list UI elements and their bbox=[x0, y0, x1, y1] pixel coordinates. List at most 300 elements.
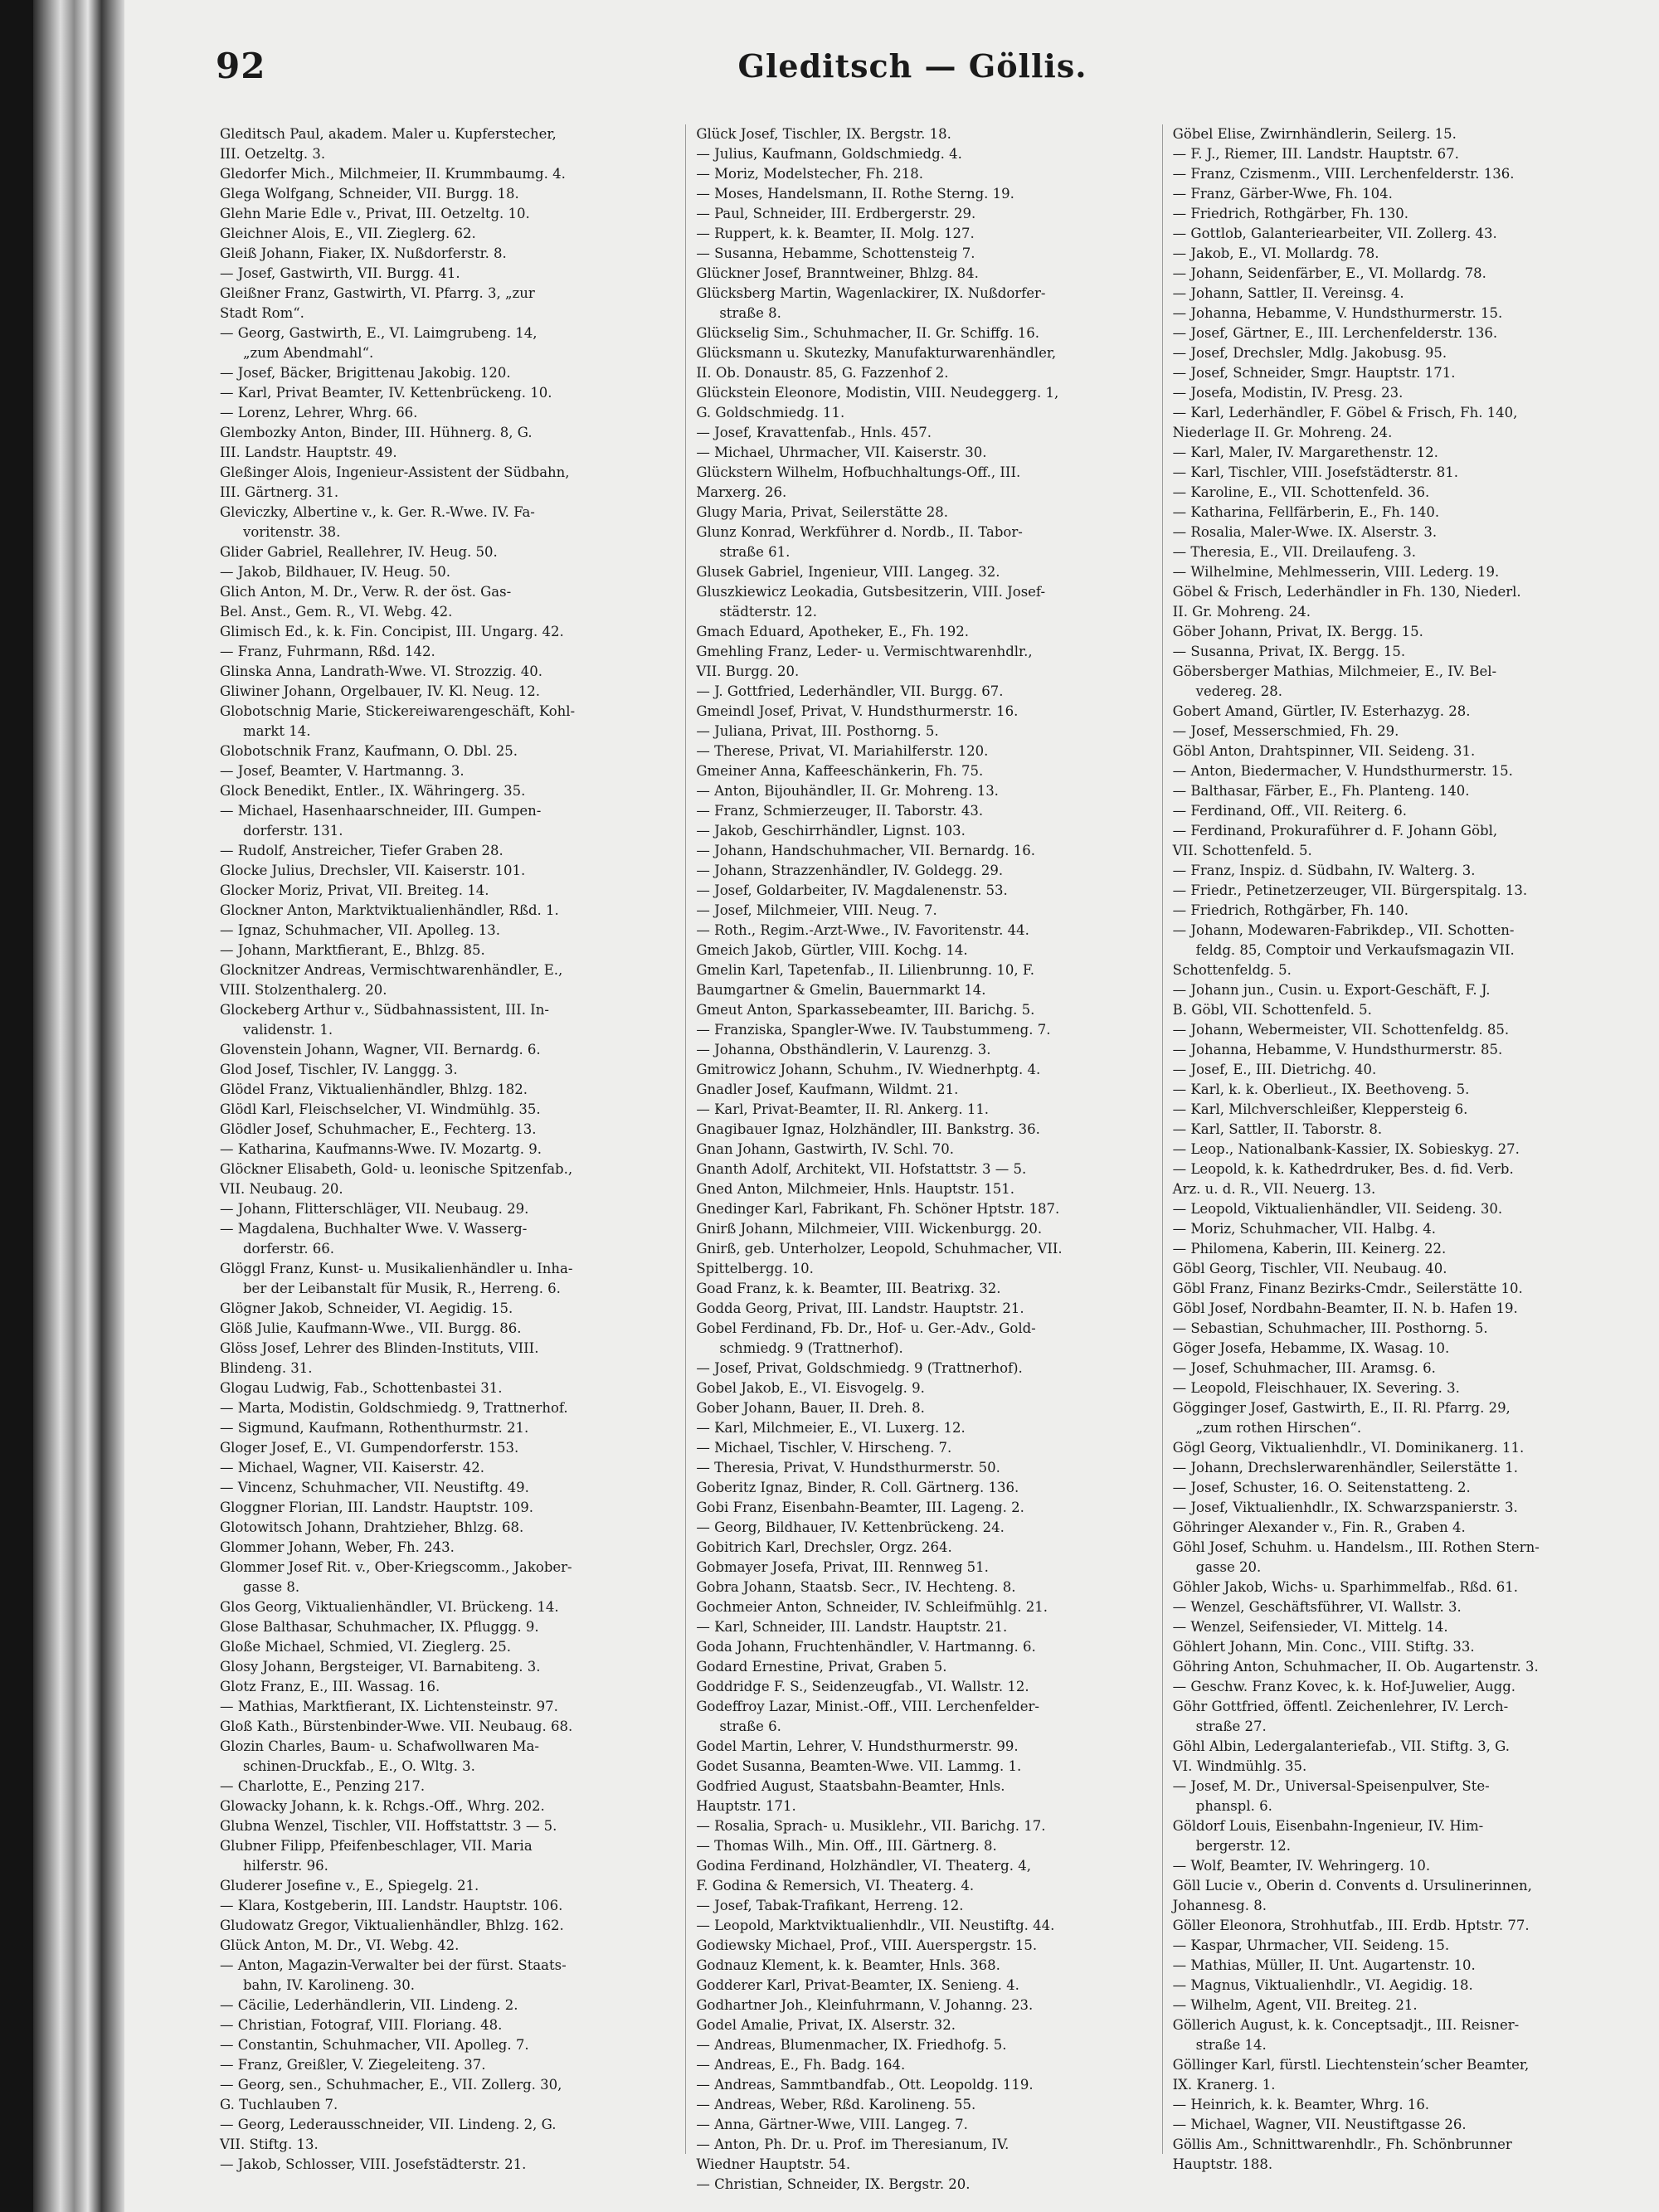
directory-entry: Göhl Albin, Ledergalanteriefab., VII. Stiftg. 3, G. bbox=[1172, 1738, 1510, 1754]
directory-entry: III. Gärtnerg. 31. bbox=[220, 484, 339, 500]
directory-entry: Gmeut Anton, Sparkassebeamter, III. Barichg. 5. bbox=[696, 1002, 1035, 1018]
directory-entry: — Johanna, Obsthändlerin, V. Laurenzg. 3. bbox=[696, 1042, 991, 1057]
directory-entry: Glotz Franz, E., III. Wassag. 16. bbox=[220, 1679, 440, 1694]
directory-entry: Gluderer Josefine v., E., Spiegelg. 21. bbox=[220, 1878, 479, 1894]
directory-entry: — Theresia, Privat, V. Hundsthurmerstr. 50. bbox=[696, 1460, 1000, 1475]
directory-entry: — Anton, Ph. Dr. u. Prof. im Theresianum, IV. bbox=[696, 2137, 1010, 2152]
directory-entry: Gnagibauer Ignaz, Holzhändler, III. Bankstrg. 36. bbox=[696, 1121, 1040, 1137]
directory-entry: Godhartner Joh., Kleinfuhrmann, V. Johanng. 23. bbox=[696, 1997, 1034, 2013]
directory-entry: ber der Leibanstalt für Musik, R., Herreng. 6. bbox=[243, 1281, 561, 1296]
directory-entry: Glosy Johann, Bergsteiger, VI. Barnabiteng. 3. bbox=[220, 1659, 541, 1675]
directory-entry: — Mathias, Müller, II. Unt. Augartenstr. 10. bbox=[1172, 1957, 1476, 1973]
directory-entry: — Josef, Tabak-Trafikant, Herreng. 12. bbox=[696, 1898, 964, 1913]
directory-entry: Glose Balthasar, Schuhmacher, IX. Pfluggg. 9. bbox=[220, 1619, 539, 1635]
directory-entry: Göbl Georg, Tischler, VII. Neubaug. 40. bbox=[1172, 1261, 1447, 1276]
directory-entry: Gnan Johann, Gastwirth, IV. Schl. 70. bbox=[696, 1141, 954, 1157]
directory-entry: — Josef, Gärtner, E., III. Lerchenfelderstr. 136. bbox=[1172, 325, 1498, 341]
directory-entry: Gmeich Jakob, Gürtler, VIII. Kochg. 14. bbox=[696, 942, 968, 958]
directory-entry: Gloß Kath., Bürstenbinder-Wwe. VII. Neubaug. 68. bbox=[220, 1719, 573, 1734]
directory-entry: „zum Abendmahl“. bbox=[243, 345, 374, 361]
directory-entry: Gleiß Johann, Fiaker, IX. Nußdorferstr. 8. bbox=[220, 246, 507, 261]
directory-entry: — J. Gottfried, Lederhändler, VII. Burgg. 67. bbox=[696, 683, 1004, 699]
directory-entry: VII. Stiftg. 13. bbox=[220, 2137, 319, 2152]
directory-entry: — Wenzel, Seifensieder, VI. Mittelg. 14. bbox=[1172, 1619, 1448, 1635]
directory-entry: Goberitz Ignaz, Binder, R. Coll. Gärtnerg. 136. bbox=[696, 1480, 1019, 1495]
directory-entry: Gleditsch Paul, akadem. Maler u. Kupferstecher, bbox=[220, 126, 557, 142]
directory-entry: voritenstr. 38. bbox=[243, 524, 341, 540]
directory-entry: Johannesg. 8. bbox=[1172, 1898, 1267, 1913]
directory-entry: Göber Johann, Privat, IX. Bergg. 15. bbox=[1172, 624, 1423, 639]
directory-entry: Godel Martin, Lehrer, V. Hundsthurmerstr. 99. bbox=[696, 1738, 1019, 1754]
directory-entry: Godderer Karl, Privat-Beamter, IX. Senieng. 4. bbox=[696, 1977, 1019, 1993]
directory-entry: — Karl, Lederhändler, F. Göbel & Frisch, Fh. 140, bbox=[1172, 405, 1518, 421]
directory-entry: — Georg, Bildhauer, IV. Kettenbrückeng. 24. bbox=[696, 1519, 1005, 1535]
directory-entry: — Karl, Schneider, III. Landstr. Hauptstr. 21. bbox=[696, 1619, 1008, 1635]
directory-entry: Göhring Anton, Schuhmacher, II. Ob. Augartenstr. 3. bbox=[1172, 1659, 1539, 1675]
directory-entry: — Leopold, k. k. Kathedrdruker, Bes. d. fid. Verb. bbox=[1172, 1161, 1514, 1177]
directory-entry: Gögginger Josef, Gastwirth, E., II. Rl. Pfarrg. 29, bbox=[1172, 1400, 1511, 1416]
directory-entry: Glocknitzer Andreas, Vermischtwarenhändler, E., bbox=[220, 962, 563, 978]
directory-entry: G. Tuchlauben 7. bbox=[220, 2097, 338, 2112]
directory-entry: Hauptstr. 188. bbox=[1172, 2156, 1273, 2172]
directory-entry: — Christian, Fotograf, VIII. Floriang. 48. bbox=[220, 2017, 503, 2033]
directory-entry: — Kaspar, Uhrmacher, VII. Seideng. 15. bbox=[1172, 1937, 1450, 1953]
directory-entry: Gliwiner Johann, Orgelbauer, IV. Kl. Neug. 12. bbox=[220, 683, 541, 699]
directory-entry: Glovenstein Johann, Wagner, VII. Bernardg. 6. bbox=[220, 1042, 541, 1057]
directory-entry: — Rudolf, Anstreicher, Tiefer Graben 28. bbox=[220, 843, 504, 858]
directory-entry: straße 61. bbox=[719, 544, 791, 560]
directory-entry: — Josef, Drechsler, Mdlg. Jakobusg. 95. bbox=[1172, 345, 1447, 361]
directory-entry: hilferstr. 96. bbox=[243, 1858, 328, 1874]
directory-entry: Glehn Marie Edle v., Privat, III. Oetzeltg. 10. bbox=[220, 206, 530, 221]
directory-entry: — Marta, Modistin, Goldschmiedg. 9, Trattnerhof. bbox=[220, 1400, 568, 1416]
directory-entry: — Johann, Strazzenhändler, IV. Goldegg. 29. bbox=[696, 863, 1004, 878]
directory-entry: — Charlotte, E., Penzing 217. bbox=[220, 1778, 426, 1794]
directory-entry: — Jakob, Geschirrhändler, Lignst. 103. bbox=[696, 823, 966, 839]
directory-entry: Glockner Anton, Marktviktualienhändler, Rßd. 1. bbox=[220, 902, 559, 918]
directory-entry: — Juliana, Privat, III. Posthorng. 5. bbox=[696, 723, 939, 739]
directory-entry: — Leopold, Viktualienhändler, VII. Seideng. 30. bbox=[1172, 1201, 1503, 1217]
directory-entry: — Friedrich, Rothgärber, Fh. 130. bbox=[1172, 206, 1408, 221]
directory-entry: — Heinrich, k. k. Beamter, Whrg. 16. bbox=[1172, 2097, 1430, 2112]
directory-entry: bahn, IV. Karolineng. 30. bbox=[243, 1977, 416, 1993]
directory-column-2 bbox=[696, 124, 1162, 2192]
directory-entry: Goda Johann, Fruchtenhändler, V. Hartmanng. 6. bbox=[696, 1639, 1036, 1655]
directory-entry: Schottenfeldg. 5. bbox=[1172, 962, 1292, 978]
directory-entry: — Ferdinand, Off., VII. Reiterg. 6. bbox=[1172, 803, 1407, 819]
directory-entry: Arz. u. d. R., VII. Neuerg. 13. bbox=[1172, 1181, 1376, 1197]
directory-entry: Glocke Julius, Drechsler, VII. Kaiserstr. 101. bbox=[220, 863, 526, 878]
directory-entry: — Franz, Greißler, V. Ziegeleiteng. 37. bbox=[220, 2057, 486, 2073]
directory-entry: Godnauz Klement, k. k. Beamter, Hnls. 368. bbox=[696, 1957, 1000, 1973]
directory-entry: — Wenzel, Geschäftsführer, VI. Wallstr. 3. bbox=[1172, 1599, 1462, 1615]
directory-entry: F. Godina & Remersich, VI. Theaterg. 4. bbox=[696, 1878, 975, 1894]
directory-entry: — Moriz, Modelstecher, Fh. 218. bbox=[696, 166, 924, 182]
directory-entry: — Ruppert, k. k. Beamter, II. Molg. 127. bbox=[696, 226, 975, 241]
directory-entry: — Geschw. Franz Kovec, k. k. Hof-Juwelier, Augg. bbox=[1172, 1679, 1516, 1694]
directory-entry: — Susanna, Hebamme, Schottensteig 7. bbox=[696, 246, 975, 261]
directory-entry: — Franz, Schmierzeuger, II. Taborstr. 43. bbox=[696, 803, 984, 819]
directory-entry: — Johann, Sattler, II. Vereinsg. 4. bbox=[1172, 285, 1404, 301]
directory-entry: Gobi Franz, Eisenbahn-Beamter, III. Lageng. 2. bbox=[696, 1500, 1024, 1515]
directory-entry: Gögl Georg, Viktualienhdlr., VI. Dominikanerg. 11. bbox=[1172, 1440, 1525, 1456]
directory-entry: — Franz, Fuhrmann, Rßd. 142. bbox=[220, 644, 435, 659]
page-number: 92 bbox=[216, 46, 266, 86]
directory-entry: Göbel Elise, Zwirnhändlerin, Seilerg. 15. bbox=[1172, 126, 1457, 142]
directory-entry: VII. Neubaug. 20. bbox=[220, 1181, 343, 1197]
directory-entry: — Magnus, Viktualienhdlr., VI. Aegidig. 18. bbox=[1172, 1977, 1473, 1993]
directory-entry: Gmach Eduard, Apotheker, E., Fh. 192. bbox=[696, 624, 969, 639]
directory-entry: — Jakob, Bildhauer, IV. Heug. 50. bbox=[220, 564, 450, 580]
directory-entry: — Josef, E., III. Dietrichg. 40. bbox=[1172, 1062, 1377, 1077]
directory-entry: Göhr Gottfried, öffentl. Zeichenlehrer, IV. Lerch- bbox=[1172, 1699, 1509, 1714]
directory-entry: Gluszkiewicz Leokadia, Gutsbesitzerin, VIII. Josef- bbox=[696, 584, 1046, 600]
directory-entry: dorferstr. 66. bbox=[243, 1241, 335, 1257]
directory-entry: Glogau Ludwig, Fab., Schottenbastei 31. bbox=[220, 1380, 503, 1396]
directory-entry: II. Ob. Donaustr. 85, G. Fazzenhof 2. bbox=[696, 365, 949, 381]
directory-entry: — Paul, Schneider, III. Erdbergerstr. 29. bbox=[696, 206, 976, 221]
directory-entry: Göllinger Karl, fürstl. Liechtenstein’scher Beamter, bbox=[1172, 2057, 1530, 2073]
directory-entry: — Karl, Milchverschleißer, Kleppersteig 6. bbox=[1172, 1101, 1468, 1117]
directory-entry: vedereg. 28. bbox=[1195, 683, 1283, 699]
directory-entry: — Karl, Privat Beamter, IV. Kettenbrückeng. 10. bbox=[220, 385, 552, 401]
directory-entry: Göhringer Alexander v., Fin. R., Graben 4. bbox=[1172, 1519, 1466, 1535]
directory-entry: Gledorfer Mich., Milchmeier, II. Krummbaumg. 4. bbox=[220, 166, 566, 182]
directory-entry: Gnanth Adolf, Architekt, VII. Hofstattstr. 3 — 5. bbox=[696, 1161, 1027, 1177]
directory-entry: — Josef, Schneider, Smgr. Hauptstr. 171. bbox=[1172, 365, 1456, 381]
directory-entry: — Johann, Webermeister, VII. Schottenfeldg. 85. bbox=[1172, 1022, 1510, 1038]
directory-entry: — Klara, Kostgeberin, III. Landstr. Hauptstr. 106. bbox=[220, 1898, 563, 1913]
directory-column-3 bbox=[1172, 124, 1638, 2172]
directory-entry: Göbl Franz, Finanz Bezirks-Cmdr., Seilerstätte 10. bbox=[1172, 1281, 1523, 1296]
directory-entry: — Friedr., Petinetzerzeuger, VII. Bürgerspitalg. 13. bbox=[1172, 882, 1528, 898]
directory-entry: — Johann jun., Cusin. u. Export-Geschäft, F. J. bbox=[1172, 982, 1491, 998]
directory-entry: Gleichner Alois, E., VII. Zieglerg. 62. bbox=[220, 226, 476, 241]
directory-entry: Glödl Karl, Fleischselcher, VI. Windmühlg. 35. bbox=[220, 1101, 541, 1117]
directory-entry: städterstr. 12. bbox=[719, 604, 818, 620]
directory-entry: Godel Amalie, Privat, IX. Alserstr. 32. bbox=[696, 2017, 956, 2033]
directory-entry: — Friedrich, Rothgärber, Fh. 140. bbox=[1172, 902, 1408, 918]
directory-entry: — Thomas Wilh., Min. Off., III. Gärtnerg. 8. bbox=[696, 1838, 997, 1854]
directory-entry: — Andreas, Blumenmacher, IX. Friedhofg. 5. bbox=[696, 2037, 1007, 2053]
directory-entry: — Roth., Regim.-Arzt-Wwe., IV. Favoritenstr. 44. bbox=[696, 922, 1029, 938]
directory-entry: — Georg, Gastwirth, E., VI. Laimgrubeng. 14, bbox=[220, 325, 538, 341]
directory-entry: Gleßinger Alois, Ingenieur-Assistent der Südbahn, bbox=[220, 464, 570, 480]
directory-entry: gasse 20. bbox=[1195, 1559, 1262, 1575]
directory-entry: Glich Anton, M. Dr., Verw. R. der öst. Gas- bbox=[220, 584, 512, 600]
directory-entry: validenstr. 1. bbox=[243, 1022, 333, 1038]
directory-entry: — Wilhelmine, Mehlmesserin, VIII. Lederg. 19. bbox=[1172, 564, 1500, 580]
directory-entry: feldg. 85, Comptoir und Verkaufsmagazin VII. bbox=[1195, 942, 1515, 958]
directory-entry: Gludowatz Gregor, Viktualienhändler, Bhlzg. 162. bbox=[220, 1918, 564, 1933]
directory-entry: — Josef, Viktualienhdlr., IX. Schwarzspanierstr. 3. bbox=[1172, 1500, 1518, 1515]
directory-entry: Glocker Moriz, Privat, VII. Breiteg. 14. bbox=[220, 882, 489, 898]
directory-entry: Glückner Josef, Branntweiner, Bhlzg. 84. bbox=[696, 265, 979, 281]
directory-entry: Glücksmann u. Skutezky, Manufakturwarenhändler, bbox=[696, 345, 1057, 361]
directory-entry: — Ferdinand, Prokuraführer d. F. Johann Göbl, bbox=[1172, 823, 1498, 839]
directory-entry: Göller Eleonora, Strohhutfab., III. Erdb. Hptstr. 77. bbox=[1172, 1918, 1530, 1933]
directory-entry: Glembozky Anton, Binder, III. Hühnerg. 8, G. bbox=[220, 425, 533, 440]
directory-entry: — Josef, Kravattenfab., Hnls. 457. bbox=[696, 425, 932, 440]
directory-entry: — Josef, Gastwirth, VII. Burgg. 41. bbox=[220, 265, 460, 281]
directory-entry: — Ignaz, Schuhmacher, VII. Apolleg. 13. bbox=[220, 922, 501, 938]
directory-entry: Glöß Julie, Kaufmann-Wwe., VII. Burgg. 86. bbox=[220, 1320, 522, 1336]
directory-entry: — Johann, Drechslerwarenhändler, Seilerstätte 1. bbox=[1172, 1460, 1519, 1475]
directory-entry: — Karl, Sattler, II. Taborstr. 8. bbox=[1172, 1121, 1383, 1137]
directory-entry: Gmelin Karl, Tapetenfab., II. Lilienbrunng. 10, F. bbox=[696, 962, 1035, 978]
directory-entry: Gnirß Johann, Milchmeier, VIII. Wickenburgg. 20. bbox=[696, 1221, 1043, 1237]
directory-entry: Glöckner Elisabeth, Gold- u. leonische Spitzenfab., bbox=[220, 1161, 573, 1177]
book-page-edges bbox=[33, 0, 124, 2212]
directory-entry: — Jakob, Schlosser, VIII. Josefstädterstr. 21. bbox=[220, 2156, 527, 2172]
directory-entry: Bel. Anst., Gem. R., VI. Webg. 42. bbox=[220, 604, 453, 620]
directory-entry: — Anton, Bijouhändler, II. Gr. Mohreng. 13. bbox=[696, 783, 999, 799]
directory-entry: Glommer Josef Rit. v., Ober-Kriegscomm., Jakober- bbox=[220, 1559, 572, 1575]
directory-entry: — Vincenz, Schuhmacher, VII. Neustiftg. 49. bbox=[220, 1480, 529, 1495]
directory-entry: Glödler Josef, Schuhmacher, E., Fechterg. 13. bbox=[220, 1121, 537, 1137]
directory-entry: — Josefa, Modistin, IV. Presg. 23. bbox=[1172, 385, 1404, 401]
directory-entry: Göger Josefa, Hebamme, IX. Wasag. 10. bbox=[1172, 1340, 1450, 1356]
directory-entry: — Josef, Messerschmied, Fh. 29. bbox=[1172, 723, 1399, 739]
directory-entry: III. Oetzeltg. 3. bbox=[220, 146, 326, 162]
directory-entry: Göbersberger Mathias, Milchmeier, E., IV. Bel- bbox=[1172, 664, 1497, 679]
directory-entry: Godfried August, Staatsbahn-Beamter, Hnls. bbox=[696, 1778, 1005, 1794]
directory-entry: Goad Franz, k. k. Beamter, III. Beatrixg. 32. bbox=[696, 1281, 1001, 1296]
directory-entry: — Leopold, Fleischhauer, IX. Severing. 3. bbox=[1172, 1380, 1460, 1396]
directory-entry: Glimisch Ed., k. k. Fin. Concipist, III. Ungarg. 42. bbox=[220, 624, 564, 639]
directory-entry: Globotschnig Marie, Stickereiwarengeschäft, Kohl- bbox=[220, 703, 576, 719]
directory-entry: — Franziska, Spangler-Wwe. IV. Taubstummeng. 7. bbox=[696, 1022, 1051, 1038]
directory-entry: — Anna, Gärtner-Wwe, VIII. Langeg. 7. bbox=[696, 2117, 968, 2132]
directory-entry: „zum rothen Hirschen“. bbox=[1195, 1420, 1362, 1436]
directory-entry: — Cäcilie, Lederhändlerin, VII. Lindeng. 2. bbox=[220, 1997, 518, 2013]
directory-entry: — Lorenz, Lehrer, Whrg. 66. bbox=[220, 405, 418, 421]
directory-entry: — Georg, Lederausschneider, VII. Lindeng. 2, G. bbox=[220, 2117, 557, 2132]
directory-entry: Stadt Rom“. bbox=[220, 305, 304, 321]
directory-entry: Godet Susanna, Beamten-Wwe. VII. Lammg. 1. bbox=[696, 1758, 1022, 1774]
directory-entry: Glubna Wenzel, Tischler, VII. Hoffstattstr. 3 — 5. bbox=[220, 1818, 557, 1834]
directory-entry: Göll Lucie v., Oberin d. Convents d. Ursulinerinnen, bbox=[1172, 1878, 1532, 1894]
directory-entry: Gobel Jakob, E., VI. Eisvogelg. 9. bbox=[696, 1380, 925, 1396]
directory-entry: Göhl Josef, Schuhm. u. Handelsm., III. Rothen Stern- bbox=[1172, 1539, 1540, 1555]
directory-entry: Gmitrowicz Johann, Schuhm., IV. Wiednerhptg. 4. bbox=[696, 1062, 1041, 1077]
directory-entry: Göldorf Louis, Eisenbahn-Ingenieur, IV. Him- bbox=[1172, 1818, 1484, 1834]
directory-entry: Göllerich August, k. k. Conceptsadjt., III. Reisner- bbox=[1172, 2017, 1520, 2033]
directory-entry: — Josef, Milchmeier, VIII. Neug. 7. bbox=[696, 902, 937, 918]
directory-entry: markt 14. bbox=[243, 723, 311, 739]
directory-entry: Glögner Jakob, Schneider, VI. Aegidig. 15. bbox=[220, 1300, 513, 1316]
directory-entry: Glotowitsch Johann, Drahtzieher, Bhlzg. 68. bbox=[220, 1519, 524, 1535]
directory-entry: — Michael, Hasenhaarschneider, III. Gumpen- bbox=[220, 803, 542, 819]
directory-entry: — Johann, Flitterschläger, VII. Neubaug. 29. bbox=[220, 1201, 529, 1217]
directory-entry: Gnirß, geb. Unterholzer, Leopold, Schuhmacher, VII. bbox=[696, 1241, 1063, 1257]
directory-entry: — Constantin, Schuhmacher, VII. Apolleg. 7. bbox=[220, 2037, 529, 2053]
directory-entry: Godda Georg, Privat, III. Landstr. Hauptstr. 21. bbox=[696, 1300, 1024, 1316]
directory-entry: Glozin Charles, Baum- u. Schafwollwaren Ma- bbox=[220, 1738, 539, 1754]
directory-entry: Gobert Amand, Gürtler, IV. Esterhazyg. 28. bbox=[1172, 703, 1471, 719]
directory-entry: — Johann, Modewaren-Fabrikdep., VII. Schotten- bbox=[1172, 922, 1515, 938]
directory-entry: — Georg, sen., Schuhmacher, E., VII. Zollerg. 30, bbox=[220, 2077, 562, 2093]
directory-entry: — Josef, M. Dr., Universal-Speisenpulver, Ste- bbox=[1172, 1778, 1490, 1794]
directory-entry: Gobra Johann, Staatsb. Secr., IV. Hechteng. 8. bbox=[696, 1579, 1016, 1595]
directory-entry: Goddridge F. S., Seidenzeugfab., VI. Wallstr. 12. bbox=[696, 1679, 1029, 1694]
directory-entry: straße 8. bbox=[719, 305, 781, 321]
directory-entry: — Leopold, Marktviktualienhdlr., VII. Neustiftg. 44. bbox=[696, 1918, 1055, 1933]
directory-entry: Glugy Maria, Privat, Seilerstätte 28. bbox=[696, 504, 949, 520]
directory-entry: Göbl Josef, Nordbahn-Beamter, II. N. b. Hafen 19. bbox=[1172, 1300, 1518, 1316]
directory-entry: — F. J., Riemer, III. Landstr. Hauptstr. 67. bbox=[1172, 146, 1459, 162]
directory-entry: — Gottlob, Galanteriearbeiter, VII. Zollerg. 43. bbox=[1172, 226, 1497, 241]
directory-entry: Glusek Gabriel, Ingenieur, VIII. Langeg. 32. bbox=[696, 564, 1000, 580]
directory-entry: Godeffroy Lazar, Minist.-Off., VIII. Lerchenfelder- bbox=[696, 1699, 1039, 1714]
directory-entry: Gnadler Josef, Kaufmann, Wildmt. 21. bbox=[696, 1082, 959, 1097]
directory-entry: Glinska Anna, Landrath-Wwe. VI. Strozzig. 40. bbox=[220, 664, 543, 679]
directory-entry: Glücksberg Martin, Wagenlackirer, IX. Nußdorfer- bbox=[696, 285, 1046, 301]
directory-entry: — Andreas, Weber, Rßd. Karolineng. 55. bbox=[696, 2097, 976, 2112]
directory-entry: Glowacky Johann, k. k. Rchgs.-Off., Whrg. 202. bbox=[220, 1798, 545, 1814]
directory-entry: — Moses, Handelsmann, II. Rothe Sterng. 19. bbox=[696, 186, 1014, 202]
directory-entry: — Karoline, E., VII. Schottenfeld. 36. bbox=[1172, 484, 1430, 500]
directory-entry: — Balthasar, Färber, E., Fh. Planteng. 140. bbox=[1172, 783, 1470, 799]
directory-entry: — Moriz, Schuhmacher, VII. Halbg. 4. bbox=[1172, 1221, 1436, 1237]
directory-entry: VII. Schottenfeld. 5. bbox=[1172, 843, 1312, 858]
directory-entry: — Rosalia, Sprach- u. Musiklehr., VII. Barichg. 17. bbox=[696, 1818, 1046, 1834]
directory-entry: — Andreas, Sammtbandfab., Ott. Leopoldg. 119. bbox=[696, 2077, 1034, 2093]
directory-entry: — Anton, Biedermacher, V. Hundsthurmerstr. 15. bbox=[1172, 763, 1513, 779]
directory-entry: VIII. Stolzenthalerg. 20. bbox=[220, 982, 387, 998]
directory-entry: Godiewsky Michael, Prof., VIII. Auerspergstr. 15. bbox=[696, 1937, 1038, 1953]
directory-entry: Glück Josef, Tischler, IX. Bergstr. 18. bbox=[696, 126, 951, 142]
directory-entry: — Leop., Nationalbank-Kassier, IX. Sobieskyg. 27. bbox=[1172, 1141, 1520, 1157]
directory-entry: Glückstein Eleonore, Modistin, VIII. Neudeggerg. 1, bbox=[696, 385, 1059, 401]
directory-entry: Glubner Filipp, Pfeifenbeschlager, VII. Maria bbox=[220, 1838, 533, 1854]
directory-column-1 bbox=[220, 124, 686, 2172]
directory-entry: — Therese, Privat, VI. Mariahilferstr. 120. bbox=[696, 743, 989, 759]
directory-entry: — Josef, Bäcker, Brigittenau Jakobig. 120. bbox=[220, 365, 511, 381]
directory-entry: — Johanna, Hebamme, V. Hundsthurmerstr. 15. bbox=[1172, 305, 1503, 321]
directory-entry: Gmeindl Josef, Privat, V. Hundsthurmerstr. 16. bbox=[696, 703, 1019, 719]
directory-entry: — Josef, Schuster, 16. O. Seitenstatteng. 2. bbox=[1172, 1480, 1471, 1495]
directory-entry: — Katharina, Fellfärberin, E., Fh. 140. bbox=[1172, 504, 1440, 520]
directory-entry: — Karl, k. k. Oberlieut., IX. Beethoveng. 5. bbox=[1172, 1082, 1470, 1097]
directory-entry: — Franz, Inspiz. d. Südbahn, IV. Walterg. 3. bbox=[1172, 863, 1476, 878]
directory-entry: — Josef, Goldarbeiter, IV. Magdalenenstr. 53. bbox=[696, 882, 1008, 898]
directory-entry: Gleviczky, Albertine v., k. Ger. R.-Wwe. IV. Fa- bbox=[220, 504, 535, 520]
directory-entry: Glockeberg Arthur v., Südbahnassistent, III. In- bbox=[220, 1002, 549, 1018]
directory-entry: Godina Ferdinand, Holzhändler, VI. Theaterg. 4, bbox=[696, 1858, 1031, 1874]
directory-entry: — Magdalena, Buchhalter Wwe. V. Wasserg- bbox=[220, 1221, 528, 1237]
directory-entry: Göllis Am., Schnittwarenhdlr., Fh. Schönbrunner bbox=[1172, 2137, 1512, 2152]
directory-entry: Göbel & Frisch, Lederhändler in Fh. 130, Niederl. bbox=[1172, 584, 1521, 600]
directory-entry: Gobitrich Karl, Drechsler, Orgz. 264. bbox=[696, 1539, 952, 1555]
directory-entry: — Julius, Kaufmann, Goldschmiedg. 4. bbox=[696, 146, 962, 162]
directory-entry: straße 6. bbox=[719, 1719, 781, 1734]
directory-entry: Gobel Ferdinand, Fb. Dr., Hof- u. Ger.-Adv., Gold- bbox=[696, 1320, 1036, 1336]
directory-entry: — Johann, Seidenfärber, E., VI. Mollardg. 78. bbox=[1172, 265, 1486, 281]
directory-entry: Hauptstr. 171. bbox=[696, 1798, 796, 1814]
directory-entry: Glock Benedikt, Entler., IX. Währingerg. 35. bbox=[220, 783, 526, 799]
directory-entry: Glöggl Franz, Kunst- u. Musikalienhändler u. Inha- bbox=[220, 1261, 573, 1276]
directory-entry: Godard Ernestine, Privat, Graben 5. bbox=[696, 1659, 947, 1675]
directory-entry: Glider Gabriel, Reallehrer, IV. Heug. 50. bbox=[220, 544, 498, 560]
directory-entry: — Franz, Gärber-Wwe, Fh. 104. bbox=[1172, 186, 1393, 202]
directory-entry: — Wolf, Beamter, IV. Wehringerg. 10. bbox=[1172, 1858, 1431, 1874]
directory-columns bbox=[220, 124, 1638, 2192]
directory-entry: Gnedinger Karl, Fabrikant, Fh. Schöner Hptstr. 187. bbox=[696, 1201, 1060, 1217]
directory-entry: — Rosalia, Maler-Wwe. IX. Alserstr. 3. bbox=[1172, 524, 1438, 540]
directory-entry: Globotschnik Franz, Kaufmann, O. Dbl. 25. bbox=[220, 743, 518, 759]
directory-entry: Glückselig Sim., Schuhmacher, II. Gr. Schiffg. 16. bbox=[696, 325, 1040, 341]
directory-page bbox=[124, 0, 1659, 2212]
directory-entry: VII. Burgg. 20. bbox=[696, 664, 800, 679]
directory-entry: schinen-Druckfab., E., O. Wltg. 3. bbox=[243, 1758, 475, 1774]
directory-entry: — Josef, Schuhmacher, III. Aramsg. 6. bbox=[1172, 1360, 1436, 1376]
directory-entry: bergerstr. 12. bbox=[1195, 1838, 1291, 1854]
directory-entry: — Josef, Beamter, V. Hartmanng. 3. bbox=[220, 763, 465, 779]
directory-entry: — Johann, Handschuhmacher, VII. Bernardg. 16. bbox=[696, 843, 1035, 858]
directory-entry: — Jakob, E., VI. Mollardg. 78. bbox=[1172, 246, 1379, 261]
directory-entry: Baumgartner & Gmelin, Bauernmarkt 14. bbox=[696, 982, 986, 998]
directory-entry: — Theresia, E., VII. Dreilaufeng. 3. bbox=[1172, 544, 1416, 560]
directory-entry: Glos Georg, Viktualienhändler, VI. Brückeng. 14. bbox=[220, 1599, 559, 1615]
directory-entry: — Sebastian, Schuhmacher, III. Posthorng. 5. bbox=[1172, 1320, 1488, 1336]
directory-entry: Glödel Franz, Viktualienhändler, Bhlzg. 182. bbox=[220, 1082, 528, 1097]
directory-entry: Glöss Josef, Lehrer des Blinden-Instituts, VIII. bbox=[220, 1340, 539, 1356]
directory-entry: schmiedg. 9 (Trattnerhof). bbox=[719, 1340, 903, 1356]
directory-entry: — Franz, Czismenm., VIII. Lerchenfelderstr. 136. bbox=[1172, 166, 1515, 182]
directory-entry: — Michael, Tischler, V. Hirscheng. 7. bbox=[696, 1440, 952, 1456]
directory-entry: — Michael, Wagner, VII. Neustiftgasse 26. bbox=[1172, 2117, 1467, 2132]
directory-entry: dorferstr. 131. bbox=[243, 823, 343, 839]
directory-entry: Gleißner Franz, Gastwirth, VI. Pfarrg. 3, „zur bbox=[220, 285, 535, 301]
directory-entry: Gloße Michael, Schmied, VI. Zieglerg. 25. bbox=[220, 1639, 511, 1655]
directory-entry: Göbl Anton, Drahtspinner, VII. Seideng. 31. bbox=[1172, 743, 1476, 759]
directory-entry: Spittelbergg. 10. bbox=[696, 1261, 814, 1276]
directory-entry: gasse 8. bbox=[243, 1579, 300, 1595]
directory-entry: B. Göbl, VII. Schottenfeld. 5. bbox=[1172, 1002, 1372, 1018]
directory-entry: — Katharina, Kaufmanns-Wwe. IV. Mozartg. 9. bbox=[220, 1141, 542, 1157]
directory-entry: Göhlert Johann, Min. Conc., VIII. Stiftg. 33. bbox=[1172, 1639, 1475, 1655]
directory-entry: IX. Kranerg. 1. bbox=[1172, 2077, 1276, 2093]
page-header bbox=[216, 46, 1609, 104]
directory-entry: Blindeng. 31. bbox=[220, 1360, 313, 1376]
directory-entry: Gned Anton, Milchmeier, Hnls. Hauptstr. 151. bbox=[696, 1181, 1014, 1197]
directory-entry: — Josef, Privat, Goldschmiedg. 9 (Trattnerhof). bbox=[696, 1360, 1023, 1376]
directory-entry: — Johann, Marktfierant, E., Bhlzg. 85. bbox=[220, 942, 485, 958]
directory-entry: Gober Johann, Bauer, II. Dreh. 8. bbox=[696, 1400, 925, 1416]
directory-entry: — Christian, Schneider, IX. Bergstr. 20. bbox=[696, 2176, 971, 2192]
directory-entry: — Wilhelm, Agent, VII. Breiteg. 21. bbox=[1172, 1997, 1418, 2013]
directory-entry: — Michael, Uhrmacher, VII. Kaiserstr. 30. bbox=[696, 445, 987, 460]
directory-entry: — Philomena, Kaberin, III. Keinerg. 22. bbox=[1172, 1241, 1447, 1257]
directory-entry: Glunz Konrad, Werkführer d. Nordb., II. Tabor- bbox=[696, 524, 1023, 540]
directory-entry: — Susanna, Privat, IX. Bergg. 15. bbox=[1172, 644, 1406, 659]
directory-entry: — Andreas, E., Fh. Badg. 164. bbox=[696, 2057, 906, 2073]
directory-entry: Göhler Jakob, Wichs- u. Sparhimmelfab., Rßd. 61. bbox=[1172, 1579, 1519, 1595]
directory-entry: Glega Wolfgang, Schneider, VII. Burgg. 18. bbox=[220, 186, 519, 202]
directory-entry: — Sigmund, Kaufmann, Rothenthurmstr. 21. bbox=[220, 1420, 529, 1436]
directory-entry: II. Gr. Mohreng. 24. bbox=[1172, 604, 1311, 620]
directory-entry: Gmeiner Anna, Kaffeeschänkerin, Fh. 75. bbox=[696, 763, 984, 779]
directory-entry: — Mathias, Marktfierant, IX. Lichtensteinstr. 97. bbox=[220, 1699, 558, 1714]
directory-entry: — Karl, Maler, IV. Margarethenstr. 12. bbox=[1172, 445, 1438, 460]
directory-entry: Glück Anton, M. Dr., VI. Webg. 42. bbox=[220, 1937, 460, 1953]
directory-entry: — Karl, Milchmeier, E., VI. Luxerg. 12. bbox=[696, 1420, 966, 1436]
directory-entry: Wiedner Hauptstr. 54. bbox=[696, 2156, 851, 2172]
directory-entry: III. Landstr. Hauptstr. 49. bbox=[220, 445, 397, 460]
directory-entry: straße 27. bbox=[1195, 1719, 1267, 1734]
directory-entry: Marxerg. 26. bbox=[696, 484, 787, 500]
